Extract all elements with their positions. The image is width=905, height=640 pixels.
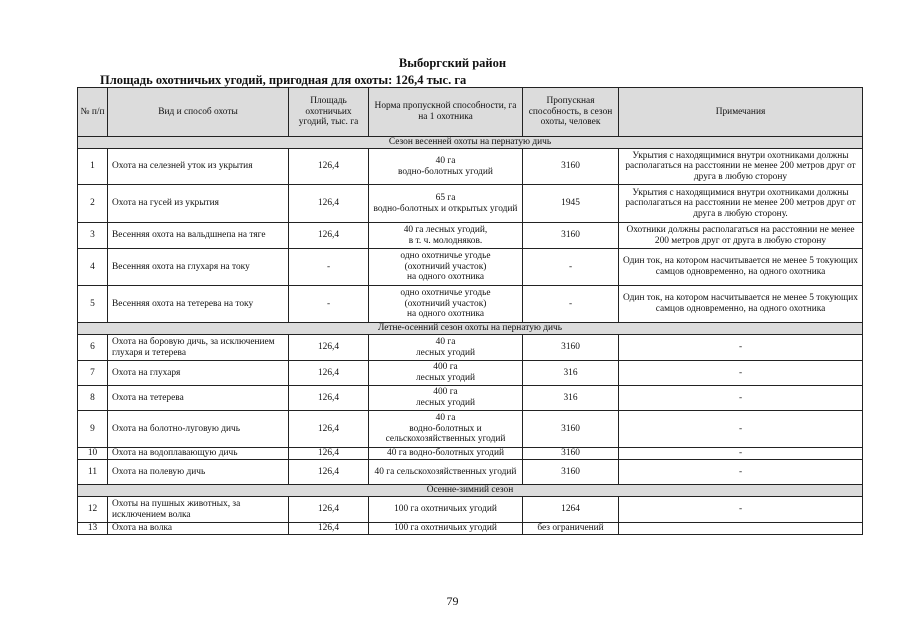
- cell-hunt-type: Охота на гусей из укрытия: [108, 185, 289, 223]
- cell-norm: 40 га лесных угодий, в т. ч. молодняков.: [369, 223, 523, 249]
- cell-area: 126,4: [289, 386, 369, 411]
- table-row: [78, 460, 863, 485]
- cell-area: 126,4: [289, 448, 369, 460]
- cell-notes: -: [619, 411, 863, 448]
- cell-num: 11: [78, 460, 108, 485]
- cell-notes: -: [619, 460, 863, 485]
- header-area: Площадь охотничьих угодий, тыс. га: [289, 88, 369, 137]
- cell-num: 13: [78, 523, 108, 535]
- cell-hunt-type: Охота на полевую дичь: [108, 460, 289, 485]
- cell-area: 126,4: [289, 523, 369, 535]
- header-num: № п/п: [78, 88, 108, 137]
- cell-num: 2: [78, 185, 108, 223]
- cell-capacity: 3160: [523, 411, 619, 448]
- cell-notes: -: [619, 497, 863, 523]
- table-row: [78, 448, 863, 460]
- cell-hunt-type: Охоты на пушных животных, за исключением волка: [108, 497, 289, 523]
- header-hunt-type: Вид и способ охоты: [108, 88, 289, 137]
- cell-norm: 40 га водно-болотных угодий: [369, 149, 523, 185]
- section-title: Сезон весенней охоты на пернатую дичь: [78, 137, 863, 149]
- cell-norm: 400 га лесных угодий: [369, 386, 523, 411]
- cell-capacity: 1945: [523, 185, 619, 223]
- cell-hunt-type: Охота на селезней уток из укрытия: [108, 149, 289, 185]
- header-capacity: Пропускная способность, в сезон охоты, человек: [523, 88, 619, 137]
- cell-norm: 100 га охотничьих угодий: [369, 497, 523, 523]
- table-row: [78, 223, 863, 249]
- table-header-row: [78, 88, 863, 137]
- cell-hunt-type: Охота на глухаря: [108, 361, 289, 386]
- table-row: [78, 497, 863, 523]
- cell-num: 1: [78, 149, 108, 185]
- cell-capacity: -: [523, 249, 619, 286]
- cell-notes: Один ток, на котором насчитывается не менее 5 токующих самцов одновременно, на одного охотника: [619, 286, 863, 323]
- page-number: 79: [446, 594, 459, 608]
- cell-area: -: [289, 249, 369, 286]
- cell-hunt-type: Весенняя охота на вальдшнепа на тяге: [108, 223, 289, 249]
- cell-area: 126,4: [289, 497, 369, 523]
- cell-norm: 65 га водно-болотных и открытых угодий: [369, 185, 523, 223]
- table-row: [78, 149, 863, 185]
- cell-num: 3: [78, 223, 108, 249]
- cell-hunt-type: Охота на волка: [108, 523, 289, 535]
- header-norm: Норма пропускной способности, га на 1 охотника: [369, 88, 523, 137]
- section-row: [78, 323, 863, 335]
- cell-area: 126,4: [289, 223, 369, 249]
- cell-norm: 400 га лесных угодий: [369, 361, 523, 386]
- section-row: [78, 485, 863, 497]
- cell-notes: Укрытия с находящимися внутри охотниками должны располагаться на расстоянии не менее 200 метров друг от друга в любую сторону.: [619, 185, 863, 223]
- table-row: [78, 335, 863, 361]
- page-title: Выборгский район: [398, 56, 507, 70]
- cell-norm: одно охотничье угодье (охотничий участок) на одного охотника: [369, 286, 523, 323]
- section-row: [78, 137, 863, 149]
- cell-num: 4: [78, 249, 108, 286]
- table-row: [78, 185, 863, 223]
- hunting-capacity-table: [77, 87, 863, 535]
- cell-notes: Укрытия с находящимися внутри охотниками должны располагаться на расстоянии не менее 200 метров друг от друга в любую сторону: [619, 149, 863, 185]
- cell-area: 126,4: [289, 335, 369, 361]
- cell-notes: -: [619, 335, 863, 361]
- cell-notes: -: [619, 448, 863, 460]
- cell-capacity: 3160: [523, 448, 619, 460]
- cell-capacity: -: [523, 286, 619, 323]
- cell-hunt-type: Охота на водоплавающую дичь: [108, 448, 289, 460]
- cell-num: 7: [78, 361, 108, 386]
- cell-hunt-type: Охота на боровую дичь, за исключением глухаря и тетерева: [108, 335, 289, 361]
- cell-area: 126,4: [289, 411, 369, 448]
- cell-norm: 40 га сельскохозяйственных угодий: [369, 460, 523, 485]
- header-notes: Примечания: [619, 88, 863, 137]
- cell-capacity: 316: [523, 386, 619, 411]
- cell-hunt-type: Весенняя охота на тетерева на току: [108, 286, 289, 323]
- cell-norm: 40 га водно-болотных угодий: [369, 448, 523, 460]
- cell-hunt-type: Весенняя охота на глухаря на току: [108, 249, 289, 286]
- cell-capacity: 3160: [523, 335, 619, 361]
- cell-num: 12: [78, 497, 108, 523]
- cell-notes: -: [619, 386, 863, 411]
- table-body: [78, 137, 863, 535]
- cell-hunt-type: Охота на тетерева: [108, 386, 289, 411]
- cell-norm: одно охотничье угодье (охотничий участок) на одного охотника: [369, 249, 523, 286]
- cell-capacity: 1264: [523, 497, 619, 523]
- table-row: [78, 286, 863, 323]
- cell-num: 9: [78, 411, 108, 448]
- table-row: [78, 361, 863, 386]
- cell-num: 10: [78, 448, 108, 460]
- cell-num: 5: [78, 286, 108, 323]
- cell-area: 126,4: [289, 361, 369, 386]
- cell-area: 126,4: [289, 185, 369, 223]
- table-row: [78, 523, 863, 535]
- cell-num: 6: [78, 335, 108, 361]
- cell-area: 126,4: [289, 149, 369, 185]
- cell-notes: -: [619, 361, 863, 386]
- table-row: [78, 411, 863, 448]
- cell-notes: Охотники должны располагаться на расстоянии не менее 200 метров друг от друга в любую сторону: [619, 223, 863, 249]
- cell-norm: 40 га водно-болотных и сельскохозяйственных угодий: [369, 411, 523, 448]
- cell-hunt-type: Охота на болотно-луговую дичь: [108, 411, 289, 448]
- cell-norm: 100 га охотничьих угодий: [369, 523, 523, 535]
- cell-capacity: 316: [523, 361, 619, 386]
- cell-area: 126,4: [289, 460, 369, 485]
- cell-capacity: 3160: [523, 223, 619, 249]
- cell-capacity: 3160: [523, 149, 619, 185]
- cell-capacity: 3160: [523, 460, 619, 485]
- cell-area: -: [289, 286, 369, 323]
- table-row: [78, 386, 863, 411]
- table-row: [78, 249, 863, 286]
- page-subtitle: Площадь охотничьих угодий, пригодная для охоты: 126,4 тыс. га: [100, 73, 467, 87]
- cell-norm: 40 га лесных угодий: [369, 335, 523, 361]
- cell-capacity: без ограничений: [523, 523, 619, 535]
- cell-num: 8: [78, 386, 108, 411]
- section-title: Летне-осенний сезон охоты на пернатую дичь: [78, 323, 863, 335]
- cell-notes: [619, 523, 863, 535]
- section-title: Осенне-зимний сезон: [78, 485, 863, 497]
- cell-notes: Один ток, на котором насчитывается не менее 5 токующих самцов одновременно, на одного охотника: [619, 249, 863, 286]
